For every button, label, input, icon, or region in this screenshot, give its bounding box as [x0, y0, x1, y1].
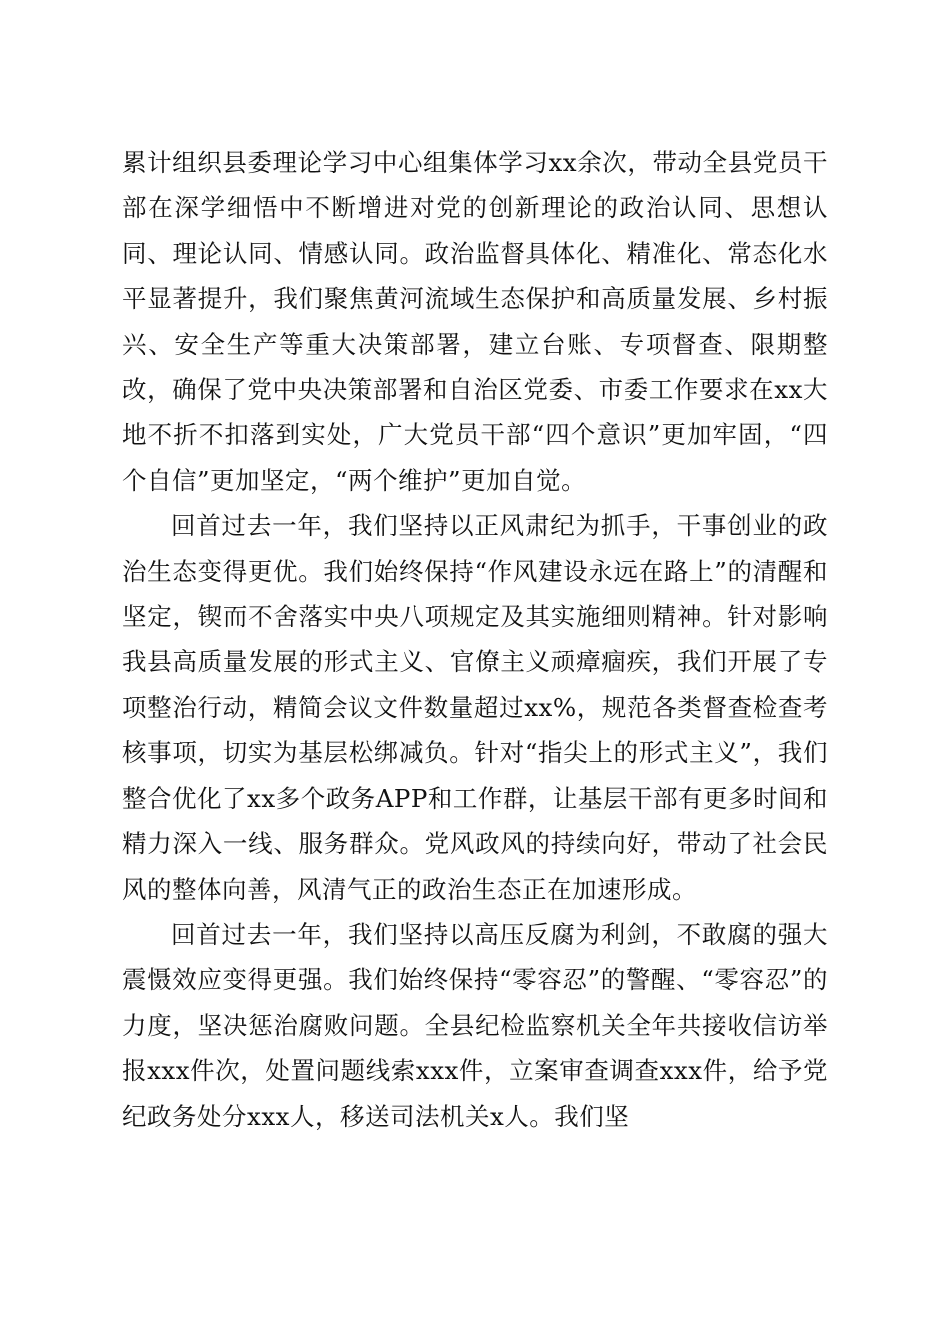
- paragraph-2: 回首过去一年，我们坚持以正风肃纪为抓手，干事创业的政治生态变得更优。我们始终保持“作风建设永远在路上”的清醒和坚定，锲而不舍落实中央八项规定及其实施细则精神。针对影响我县高质量发展的形式主义、官僚主义顽瘴痼疾，我们开展了专项整治行动，精简会议文件数量超过xx%，规范各类督查检查考核事项，切实为基层松绑减负。针对“指尖上的形式主义”，我们整合优化了xx多个政务APP和工作群，让基层干部有更多时间和精力深入一线、服务群众。党风政风的持续向好，带动了社会民风的整体向善，风清气正的政治生态正在加速形成。: [122, 511, 828, 904]
- paragraph-1: 累计组织县委理论学习中心组集体学习xx余次，带动全县党员干部在深学细悟中不断增进对党的创新理论的政治认同、思想认同、理论认同、情感认同。政治监督具体化、精准化、常态化水平显著提升，我们聚焦黄河流域生态保护和高质量发展、乡村振兴、安全生产等重大决策部署，建立台账、专项督查、限期整改，确保了党中央决策部署和自治区党委、市委工作要求在xx大地不折不扣落到实处，广大党员干部“四个意识”更加牢固，“四个自信”更加坚定，“两个维护”更加自觉。: [122, 148, 828, 495]
- paragraph-3: 回首过去一年，我们坚持以高压反腐为利剑，不敢腐的强大震慑效应变得更强。我们始终保持“零容忍”的警醒、“零容忍”的力度，坚决惩治腐败问题。全县纪检监察机关全年共接收信访举报xxx件次，处置问题线索xxx件，立案审查调查xxx件，给予党纪政务处分xxx人，移送司法机关x人。我们坚: [122, 919, 828, 1131]
- document-body: [122, 140, 828, 1139]
